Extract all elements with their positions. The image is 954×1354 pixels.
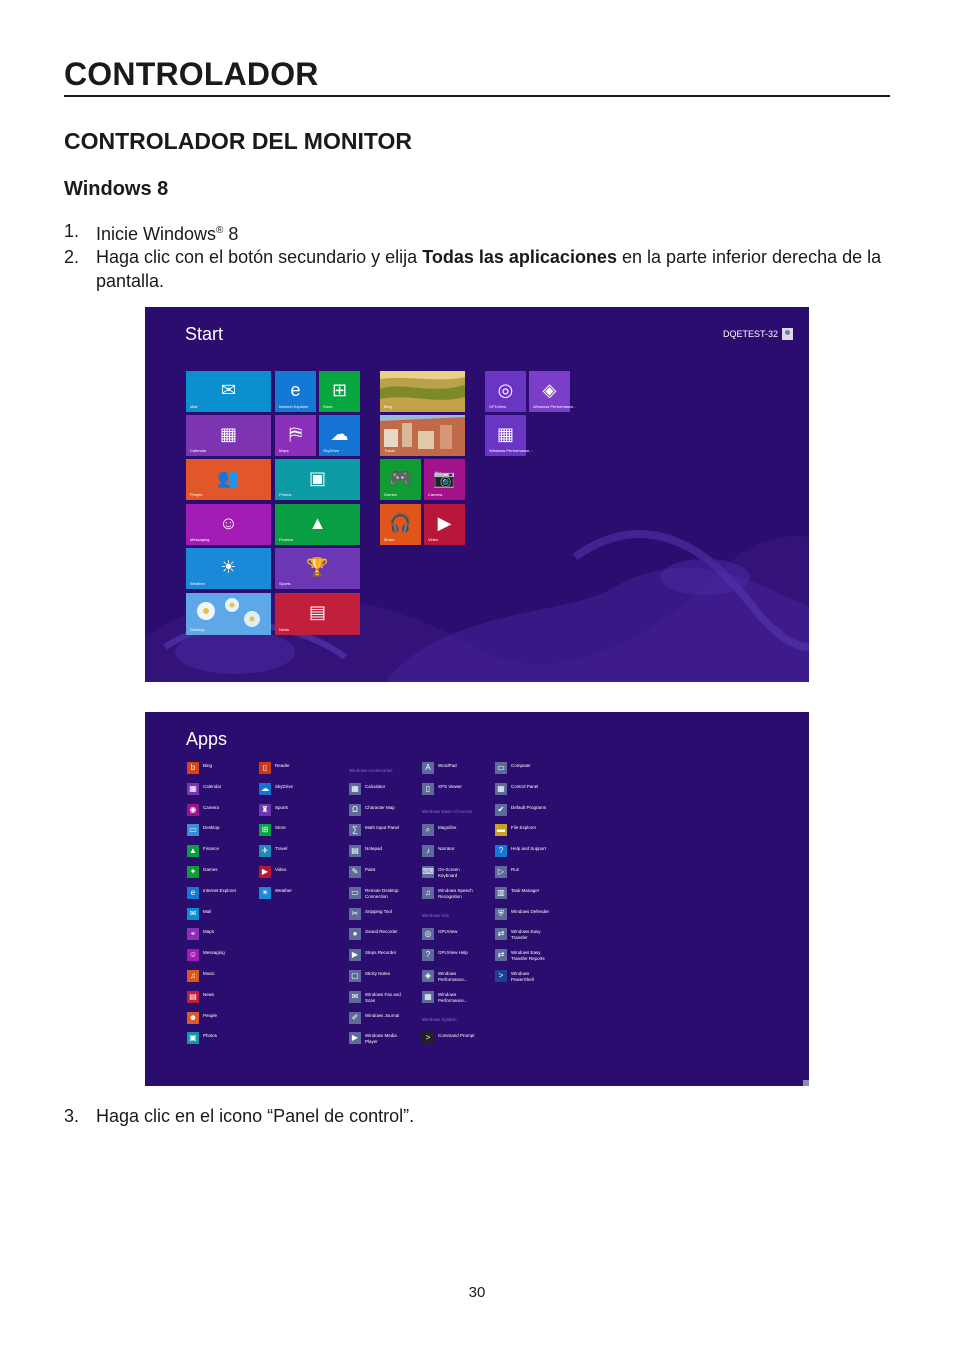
- app-icon: e: [187, 887, 199, 899]
- tile-label: Windows Performance...: [489, 448, 533, 453]
- calendar-icon: ▦: [219, 424, 237, 444]
- app-label: Windows Performance...: [438, 991, 468, 1003]
- tile-finance[interactable]: [275, 504, 360, 545]
- tile-sports[interactable]: [275, 548, 360, 589]
- app-label: Computer: [511, 763, 531, 768]
- app-icon: ▯: [422, 783, 434, 795]
- tile-skydrive[interactable]: [319, 415, 360, 456]
- finance-icon: ▲: [308, 513, 327, 533]
- app-icon: ♜: [259, 804, 271, 816]
- tile-weather[interactable]: [186, 548, 271, 589]
- gpuview-icon: ◎: [497, 380, 514, 400]
- app-icon: ▦: [349, 783, 361, 795]
- app-label: Control Panel: [511, 783, 539, 789]
- app-label: Reader: [275, 763, 290, 768]
- app-skydrive[interactable]: [259, 783, 327, 795]
- app-icon: ⌖: [187, 928, 199, 940]
- app-label: Paint: [365, 867, 376, 872]
- app-run[interactable]: [495, 866, 563, 878]
- app-character-map[interactable]: [349, 804, 417, 816]
- app-paint[interactable]: [349, 866, 417, 878]
- people-icon: 👥: [217, 468, 240, 488]
- app-label: Command Prompt: [438, 1033, 475, 1039]
- app-label: Character Map: [365, 804, 395, 810]
- app-narrator[interactable]: [422, 845, 490, 857]
- app-gpuview-help[interactable]: [422, 949, 490, 961]
- app-label: Remote Desktop Connection: [365, 887, 399, 899]
- app-windows-defender[interactable]: [495, 908, 563, 920]
- app-math-input-panel[interactable]: [349, 824, 417, 836]
- tile-label: Internet Explorer: [279, 404, 309, 409]
- app-internet-explorer[interactable]: [187, 887, 255, 899]
- app-icon: ⌨: [422, 867, 434, 876]
- title-rule: [64, 95, 890, 97]
- app-icon: ✐: [349, 1012, 361, 1024]
- app-label: Mail: [203, 908, 212, 914]
- app-label: Music: [203, 971, 215, 976]
- app-label: Windows Speech Recognition: [438, 887, 473, 899]
- bold-term: Todas las aplicaciones: [422, 247, 617, 267]
- app-label: Help and Support: [511, 846, 547, 852]
- app-group-header: Windows Accessories: [349, 768, 393, 773]
- app-label: Photos: [203, 1033, 218, 1039]
- tile-photos[interactable]: [275, 459, 360, 500]
- app-label: Sticky Notes: [365, 971, 391, 976]
- app-label: Math Input Panel: [365, 825, 400, 831]
- app-photos[interactable]: [187, 1032, 255, 1044]
- app-label: Notepad: [365, 846, 383, 852]
- app-bing[interactable]: [187, 762, 255, 774]
- app-icon: ✉: [349, 991, 361, 1003]
- performance-icon: ◈: [542, 380, 557, 400]
- app-icon: ◈: [422, 970, 434, 982]
- app-icon: ✔: [495, 804, 507, 816]
- app-label: Weather: [275, 887, 292, 893]
- app-group-header: Windows Ease of Access: [422, 809, 473, 814]
- step-number: 2.: [64, 247, 80, 267]
- app-weather[interactable]: [259, 887, 327, 899]
- messaging-icon: ☺: [219, 513, 238, 533]
- app-gpuview[interactable]: [422, 928, 490, 940]
- tile-travel[interactable]: [380, 415, 465, 456]
- app-icon: ⌕: [422, 824, 434, 836]
- app-icon: ⊞: [259, 824, 271, 836]
- tile-news[interactable]: [275, 593, 360, 635]
- app-label: Run: [511, 867, 520, 872]
- music-icon: 🎧: [389, 513, 412, 533]
- app-icon: ☻: [188, 1012, 198, 1022]
- tile-windows-performance[interactable]: [529, 371, 577, 412]
- app-icon: ▥: [495, 887, 507, 899]
- tile-video[interactable]: [424, 504, 465, 545]
- page-number: 30: [468, 1284, 486, 1301]
- news-icon: ▤: [308, 602, 326, 622]
- section-title: CONTROLADOR DEL MONITOR: [64, 128, 412, 154]
- app-label: Windows Easy Transfer Reports: [511, 950, 545, 962]
- tile-label: Bing: [384, 404, 393, 409]
- app-icon: ⛨: [495, 908, 507, 920]
- tile-label: SkyDrive: [323, 448, 340, 453]
- app-icon: ♪: [422, 845, 434, 857]
- app-messaging[interactable]: [187, 949, 255, 961]
- tile-label: Video: [428, 537, 439, 542]
- tile-label: Desktop: [190, 627, 205, 632]
- app-icon: ∑: [349, 824, 361, 836]
- tile-music[interactable]: [380, 504, 421, 545]
- tile-label: Travel: [384, 448, 395, 453]
- app-wordpad[interactable]: [422, 762, 490, 774]
- app-icon: >: [495, 970, 507, 982]
- page-title: CONTROLADOR: [64, 56, 319, 92]
- app-label: Bing: [203, 763, 213, 768]
- app-icon: ◎: [422, 928, 434, 940]
- app-label: Windows Defender: [511, 908, 550, 914]
- app-icon: ▤: [187, 991, 199, 1003]
- app-remote-desktop-connection[interactable]: [349, 887, 417, 900]
- step-text: Haga clic en el icono “Panel de control”.: [96, 1106, 415, 1126]
- app-label: Windows Easy Transfer: [511, 929, 541, 941]
- ie-icon: e: [290, 380, 301, 400]
- tile-label: Windows Performance...: [533, 404, 577, 409]
- app-label: Camera: [203, 804, 220, 810]
- scrollbar-marker[interactable]: [803, 1080, 809, 1086]
- app-calendar[interactable]: [187, 783, 255, 795]
- tile-store[interactable]: [319, 371, 360, 412]
- app-windows-media-player[interactable]: [349, 1032, 417, 1045]
- app-desktop[interactable]: [187, 824, 255, 836]
- app-icon: Ω: [349, 804, 361, 816]
- app-icon: ▭: [495, 762, 507, 774]
- start-title: Start: [185, 324, 224, 344]
- skydrive-icon: ☁: [330, 424, 349, 444]
- tile-label: GPUView: [489, 404, 507, 409]
- app-label: Store: [275, 825, 286, 831]
- app-icon: ▷: [495, 866, 507, 878]
- app-steps-recorder[interactable]: [349, 949, 417, 961]
- step-text: Haga clic con el botón secundario y elija Todas las aplicaciones en la parte inferior derecha de la pantalla.: [96, 247, 882, 291]
- app-windows-easy-transfer-reports[interactable]: [495, 949, 563, 962]
- app-label: WordPad: [438, 763, 457, 768]
- app-snipping-tool[interactable]: [349, 908, 417, 920]
- app-icon: ▢: [349, 970, 361, 982]
- app-maps[interactable]: [187, 928, 255, 940]
- step-number: 3.: [64, 1106, 80, 1126]
- app-finance[interactable]: [187, 845, 255, 857]
- tile-camera[interactable]: [424, 459, 465, 500]
- camera-icon: 📷: [433, 468, 456, 488]
- subsection-title: Windows 8: [64, 178, 169, 200]
- app-command-prompt[interactable]: [422, 1032, 490, 1044]
- app-label: Calculator: [365, 783, 386, 789]
- sports-icon: 🏆: [306, 557, 329, 577]
- tile-label: Sports: [279, 581, 291, 586]
- app-icon: ☀: [259, 887, 271, 899]
- tile-gpuview[interactable]: [485, 371, 526, 412]
- app-icon: ✦: [187, 866, 199, 878]
- app-help-and-support[interactable]: [495, 845, 563, 857]
- app-notepad[interactable]: [349, 845, 417, 857]
- app-icon: ●: [349, 928, 361, 940]
- tile-label: Store: [323, 404, 333, 409]
- app-label: Windows Performance...: [438, 971, 468, 982]
- app-travel[interactable]: [259, 845, 327, 857]
- app-icon: ✉: [187, 908, 199, 920]
- app-control-panel[interactable]: [495, 783, 563, 795]
- app-xps-viewer[interactable]: [422, 783, 490, 795]
- app-icon: ◉: [187, 804, 199, 816]
- app-label: Games: [203, 867, 218, 872]
- app-label: Sound Recorder: [365, 929, 398, 935]
- store-icon: ⊞: [331, 380, 348, 400]
- apps-title: Apps: [186, 729, 228, 749]
- tile-windows-performance[interactable]: [485, 415, 533, 456]
- tile-label: People: [190, 492, 203, 497]
- app-icon: ▦: [187, 783, 199, 795]
- app-label: Internet Explorer: [203, 887, 237, 893]
- tile-label: Mail: [190, 404, 198, 409]
- apps-screen-screenshot: [145, 712, 809, 1086]
- app-store[interactable]: [259, 824, 327, 836]
- app-label: Snipping Tool: [365, 908, 392, 914]
- registered-mark: ®: [216, 225, 224, 236]
- app-icon: ▦: [422, 991, 434, 1003]
- app-label: File Explorer: [511, 825, 537, 831]
- app-label: Messaging: [203, 950, 225, 956]
- app-group-header: Windows System: [422, 1017, 457, 1022]
- maps-icon: ⛿: [288, 424, 303, 444]
- tile-label: Calendar: [190, 448, 207, 453]
- performance-icon: ▦: [496, 424, 514, 444]
- photos-icon: ▣: [308, 468, 326, 488]
- app-label: Default Programs: [511, 804, 547, 810]
- tile-internet-explorer[interactable]: [275, 371, 316, 412]
- app-label: Steps Recorder: [365, 950, 397, 956]
- app-games[interactable]: [187, 866, 255, 878]
- app-icon: ▬: [497, 825, 505, 835]
- app-icon: b: [187, 762, 199, 774]
- app-music[interactable]: [187, 970, 255, 982]
- games-icon: 🎮: [389, 468, 412, 488]
- app-icon: ▤: [349, 845, 361, 857]
- app-mail[interactable]: [187, 908, 255, 920]
- app-magnifier[interactable]: [422, 824, 490, 836]
- app-label: Windows PowerShell: [511, 971, 534, 982]
- app-label: Windows Fax and Scan: [365, 991, 401, 1003]
- app-label: Windows Journal: [365, 1012, 400, 1018]
- app-label: Travel: [275, 846, 288, 852]
- app-windows-powershell[interactable]: [495, 970, 563, 983]
- app-people[interactable]: [187, 1012, 255, 1024]
- app-windows-easy-transfer[interactable]: [495, 928, 563, 941]
- app-label: Finance: [203, 846, 220, 852]
- user-account[interactable]: [723, 328, 793, 340]
- app-task-manager[interactable]: [495, 887, 563, 899]
- app-label: Maps: [203, 929, 215, 935]
- app-sound-recorder[interactable]: [349, 928, 417, 940]
- app-label: Windows Media Player: [365, 1033, 397, 1045]
- video-icon: ▶: [437, 513, 452, 533]
- app-windows-journal[interactable]: [349, 1012, 417, 1024]
- app-windows-speech-recognition[interactable]: [422, 887, 490, 900]
- app-icon: ▦: [495, 783, 507, 795]
- app-windows-fax-and-scan[interactable]: [349, 991, 417, 1004]
- app-computer[interactable]: [495, 762, 563, 774]
- app-label: XPS Viewer: [438, 783, 462, 789]
- app-label: Magnifier: [438, 825, 457, 831]
- app-reader[interactable]: [259, 762, 327, 774]
- app-label: GPUView: [438, 929, 458, 935]
- mail-icon: ✉: [220, 380, 237, 400]
- tile-mail[interactable]: [186, 371, 271, 412]
- app-icon: ✎: [349, 866, 361, 878]
- app-label: People: [203, 1012, 218, 1018]
- tile-label: Games: [384, 492, 397, 497]
- app-icon: ✂: [349, 908, 361, 920]
- tile-desktop[interactable]: [186, 593, 271, 635]
- weather-icon: ☀: [220, 557, 237, 577]
- app-icon: ✈: [259, 845, 271, 857]
- app-icon: ▶: [349, 949, 361, 961]
- app-icon: >: [422, 1032, 434, 1044]
- app-icon: ☺: [188, 950, 198, 960]
- app-icon: ♫: [422, 887, 434, 899]
- app-icon: ▲: [187, 845, 199, 857]
- app-default-programs[interactable]: [495, 804, 563, 816]
- app-label: Desktop: [203, 825, 220, 831]
- app-label: SkyDrive: [275, 783, 294, 789]
- app-windows-performance[interactable]: [422, 991, 490, 1004]
- tile-label: Maps: [279, 448, 289, 453]
- tile-label: Finance: [279, 537, 294, 542]
- tile-label: News: [279, 627, 290, 632]
- app-on-screen-keyboard[interactable]: [422, 866, 490, 879]
- tile-bing[interactable]: [380, 371, 465, 412]
- app-label: Calendar: [203, 783, 222, 789]
- app-camera[interactable]: [187, 804, 255, 816]
- tile-label: Music: [384, 537, 395, 542]
- tile-messaging[interactable]: [186, 504, 271, 545]
- tile-calendar[interactable]: [186, 415, 271, 456]
- app-icon: ▯: [259, 762, 271, 774]
- app-sports[interactable]: [259, 804, 327, 816]
- app-icon: ☁: [261, 783, 269, 793]
- app-label: GPUView Help: [438, 950, 468, 956]
- step-text: Inicie Windows® 8: [96, 224, 239, 244]
- app-video[interactable]: [259, 866, 327, 878]
- app-icon: ▭: [187, 824, 199, 836]
- app-group-header: Windows Kits: [422, 913, 450, 918]
- app-icon: ▭: [349, 887, 361, 899]
- app-label: Task Manager: [511, 887, 540, 893]
- tile-games[interactable]: [380, 459, 421, 500]
- app-label: Video: [275, 867, 287, 872]
- app-label: Sports: [275, 804, 289, 810]
- app-label: On-Screen Keyboard: [438, 867, 460, 878]
- tile-people[interactable]: [186, 459, 271, 500]
- app-icon: ▶: [259, 866, 271, 878]
- user-name: DQETEST-32: [722, 329, 778, 339]
- step-number: 1.: [64, 221, 80, 241]
- tile-maps[interactable]: [275, 415, 316, 456]
- app-icon: ?: [495, 845, 507, 857]
- tile-label: Messaging: [190, 537, 210, 542]
- tile-label: Weather: [190, 581, 206, 586]
- app-icon: ⇄: [495, 928, 507, 940]
- app-icon: ⇄: [495, 949, 507, 961]
- app-icon: A: [422, 762, 434, 774]
- app-news[interactable]: [187, 991, 255, 1003]
- app-sticky-notes[interactable]: [349, 970, 417, 982]
- start-screen-screenshot: [145, 307, 809, 682]
- app-icon: ▣: [187, 1032, 199, 1044]
- app-file-explorer[interactable]: [495, 824, 563, 836]
- app-windows-performance[interactable]: [422, 970, 490, 983]
- tile-label: Photos: [279, 492, 292, 497]
- app-icon: ▶: [349, 1032, 361, 1044]
- app-label: News: [203, 991, 215, 997]
- app-icon: ♫: [187, 970, 199, 982]
- avatar[interactable]: [782, 328, 793, 340]
- tile-label: Camera: [428, 492, 443, 497]
- app-label: Narrator: [438, 846, 455, 852]
- app-icon: ?: [422, 949, 434, 961]
- app-calculator[interactable]: [349, 783, 417, 795]
